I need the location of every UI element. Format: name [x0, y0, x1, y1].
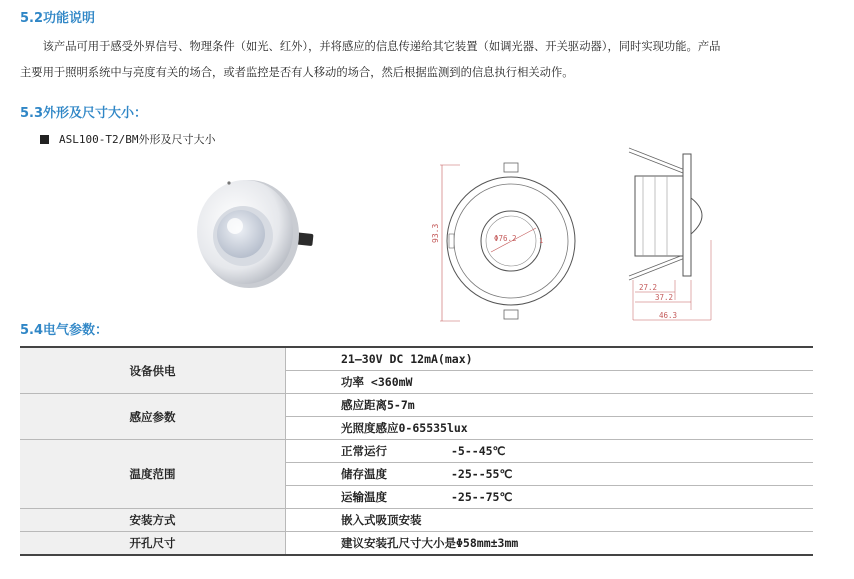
diameter-dimension: Φ76.2	[494, 234, 517, 243]
param-name-power: 设备供电	[20, 347, 286, 394]
section-heading-function: 5.2功能说明	[20, 11, 96, 26]
temp-type: 运输温度	[341, 490, 387, 504]
electrical-parameters-table	[20, 346, 813, 556]
param-value: 光照度感应0-65535lux	[286, 417, 814, 440]
table-row	[20, 509, 813, 532]
table-row	[20, 532, 813, 556]
table-row	[20, 394, 813, 417]
param-value	[286, 440, 814, 463]
product-photo	[185, 170, 325, 295]
param-value: 功率 <360mW	[286, 371, 814, 394]
bullet-square-icon	[40, 135, 49, 144]
height-dimension: 93.3	[431, 223, 440, 243]
param-name-temperature: 温度范围	[20, 440, 286, 509]
function-paragraph-line1: 该产品可用于感受外界信号、物理条件（如光、红外），并将感应的信息传递给其它装置（如调光器、开关驱动器），同时实现功能。产品	[20, 40, 721, 53]
dimension-46: 46.3	[659, 311, 678, 320]
temp-type: 正常运行	[341, 444, 387, 458]
param-value: 嵌入式吸顶安装	[286, 509, 814, 532]
function-paragraph-line2: 主要用于照明系统中与亮度有关的场合，或者监控是否有人移动的场合，然后根据监测到的信息执行相关动作。	[20, 66, 574, 79]
temp-range: -25--75℃	[451, 490, 513, 504]
table-row	[20, 347, 813, 371]
param-value: 感应距离5-7m	[286, 394, 814, 417]
param-value	[286, 463, 814, 486]
temp-range: -25--55℃	[451, 467, 513, 481]
side-view-drawing	[615, 140, 725, 325]
param-value: 21—30V DC 12mA(max)	[286, 347, 814, 371]
param-name-sensing: 感应参数	[20, 394, 286, 440]
section-heading-dimensions: 5.3外形及尺寸大小：	[20, 106, 148, 121]
inner-dimension: 1	[539, 237, 544, 245]
model-caption: ASL100-T2/BM外形及尺寸大小	[59, 133, 216, 146]
param-name-hole-size: 开孔尺寸	[20, 532, 286, 556]
dimension-37: 37.2	[655, 293, 674, 302]
temp-type: 储存温度	[341, 467, 387, 481]
param-name-installation: 安装方式	[20, 509, 286, 532]
front-view-drawing	[430, 148, 580, 328]
section-heading-electrical: 5.4电气参数：	[20, 323, 109, 338]
temp-range: -5--45℃	[451, 444, 506, 458]
param-value	[286, 486, 814, 509]
model-bullet	[40, 131, 215, 147]
table-row	[20, 440, 813, 463]
dimension-27: 27.2	[639, 283, 658, 292]
param-value: 建议安装孔尺寸大小是Φ58mm±3mm	[286, 532, 814, 556]
